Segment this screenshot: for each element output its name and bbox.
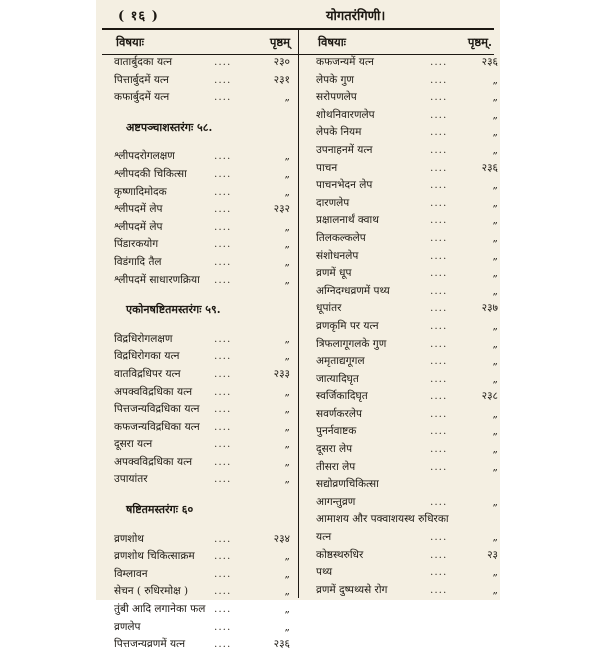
- index-entry: [304, 353, 500, 371]
- index-entry: [304, 547, 500, 565]
- entry-subject: अमृताद्यगूगल: [316, 355, 365, 368]
- entry-page-number: „: [492, 284, 498, 297]
- index-entry: [102, 419, 298, 437]
- entry-page-number: „: [284, 220, 290, 233]
- entry-page-number: „: [492, 495, 498, 508]
- index-entry: [304, 564, 500, 582]
- entry-page-number: „: [492, 566, 498, 579]
- leader-dots: ....: [214, 620, 232, 633]
- leader-dots: ....: [214, 367, 232, 380]
- leader-dots: ....: [214, 350, 232, 363]
- index-entry: [304, 300, 500, 318]
- entry-page-number: „: [284, 238, 290, 251]
- entry-page-number: „: [492, 407, 498, 420]
- entry-subject: शोथनिवारणलेप: [316, 108, 375, 121]
- leader-dots: ....: [430, 372, 448, 385]
- leader-dots: ....: [214, 638, 232, 651]
- entry-subject: पित्तार्बुदमें यत्न: [114, 73, 169, 86]
- entry-subject: जात्यादिघृत: [316, 372, 359, 385]
- section-title: एकोनषष्टितमस्तरंगः ५९.: [126, 303, 221, 317]
- leader-dots: ....: [430, 73, 448, 86]
- index-entry: [304, 177, 500, 195]
- entry-page-number: „: [492, 443, 498, 456]
- index-entry: [102, 54, 298, 72]
- leader-dots: ....: [214, 603, 232, 616]
- index-entry: [304, 494, 500, 512]
- leader-dots: ....: [430, 390, 448, 403]
- entry-page-number: „: [284, 585, 290, 598]
- index-entry: [304, 371, 500, 389]
- left-column: [102, 34, 298, 654]
- entry-page-number: „: [284, 150, 290, 163]
- leader-dots: ....: [214, 73, 232, 86]
- entry-subject: श्लीपदकी चिकित्सा: [114, 167, 187, 180]
- row-spacer: [102, 489, 298, 501]
- leader-dots: ....: [430, 231, 448, 244]
- index-entry: [304, 423, 500, 441]
- index-entry: [102, 548, 298, 566]
- entry-page-number: „: [492, 267, 498, 280]
- leader-dots: ....: [214, 550, 232, 563]
- entry-page-number: „: [492, 91, 498, 104]
- leader-dots: ....: [430, 214, 448, 227]
- entry-page-number: „: [284, 167, 290, 180]
- entry-page-number: २३३: [273, 367, 290, 380]
- leader-dots: ....: [430, 495, 448, 508]
- entry-page-number: „: [284, 438, 290, 451]
- entry-subject: लेपके गुण: [316, 73, 354, 86]
- entry-page-number: „: [284, 350, 290, 363]
- entry-subject: विद्रधिरोगका यत्न: [114, 350, 180, 363]
- index-entry: [102, 236, 298, 254]
- index-entry: [102, 531, 298, 549]
- index-entry: [102, 619, 298, 637]
- leader-dots: ....: [430, 284, 448, 297]
- entry-subject: दूसरा यत्न: [114, 438, 153, 451]
- entry-subject: पित्तजन्यविद्रधिका यत्न: [114, 403, 200, 416]
- leader-dots: ....: [430, 196, 448, 209]
- book-page: [96, 0, 500, 651]
- entry-page-number: „: [492, 355, 498, 368]
- leader-dots: ....: [430, 407, 448, 420]
- index-entry: [102, 384, 298, 402]
- leader-dots: ....: [214, 203, 232, 216]
- index-entry: [102, 566, 298, 584]
- entry-subject: व्रणमें दुष्पथ्यसे रोग: [316, 583, 388, 596]
- index-entry: [304, 265, 500, 283]
- leader-dots: ....: [214, 385, 232, 398]
- index-entry: [102, 471, 298, 489]
- leader-dots: ....: [430, 179, 448, 192]
- leader-dots: ....: [214, 273, 232, 286]
- entry-page-number: „: [492, 372, 498, 385]
- entry-subject: विडंगादि तैल: [114, 255, 162, 268]
- index-entry: [304, 160, 500, 178]
- entry-page-number: „: [284, 567, 290, 580]
- leader-dots: ....: [214, 91, 232, 104]
- index-entry: [304, 336, 500, 354]
- entry-page-number: २३०: [273, 56, 290, 68]
- entry-page-number: „: [492, 126, 498, 139]
- leader-dots: ....: [430, 319, 448, 332]
- section-title: षष्टितमस्तरंगः ६०: [126, 503, 194, 517]
- entry-subject: यत्न: [316, 531, 332, 544]
- index-entry: [304, 388, 500, 406]
- index-entry: [102, 583, 298, 601]
- leader-dots: ....: [214, 455, 232, 468]
- leader-dots: ....: [214, 567, 232, 580]
- entry-page-number: २३१: [273, 73, 290, 86]
- leader-dots: ....: [430, 548, 448, 561]
- section-heading: [102, 301, 298, 319]
- entry-subject: तुंबी आदि लगानेका फल: [114, 603, 206, 616]
- leader-dots: ....: [214, 585, 232, 598]
- entry-page-number: „: [284, 550, 290, 563]
- leader-dots: ....: [214, 255, 232, 268]
- entry-subject: आगन्तुव्रण: [316, 495, 356, 508]
- leader-dots: ....: [430, 56, 448, 68]
- index-entry: [304, 248, 500, 266]
- entry-page-number: „: [492, 460, 498, 473]
- leader-dots: ....: [430, 267, 448, 280]
- leader-dots: ....: [430, 126, 448, 139]
- entry-page-number: „: [492, 73, 498, 86]
- index-entry: [304, 529, 500, 547]
- entry-subject: पित्तजन्यव्रणमें यत्न: [114, 638, 186, 651]
- index-entry: [102, 219, 298, 237]
- entry-subject: श्लीपदरोगलक्षण: [114, 150, 175, 163]
- index-entry: [102, 72, 298, 90]
- entry-page-number: „: [284, 420, 290, 433]
- entry-subject: आमाशय और पक्वाशयस्थ रुधिरका: [316, 513, 449, 526]
- entry-subject: पाचन: [316, 161, 338, 174]
- entry-subject: उपायांतर: [114, 473, 148, 486]
- section-heading: [102, 119, 298, 137]
- entry-page-number: „: [492, 108, 498, 121]
- index-entry: [102, 272, 298, 290]
- index-entry: [304, 54, 500, 72]
- entry-page-number: „: [492, 143, 498, 156]
- row-spacer: [102, 289, 298, 301]
- entry-subject: श्लीपदमें साधारणक्रिया: [114, 273, 200, 286]
- entry-subject: तिलकल्कलेप: [316, 231, 366, 244]
- leader-dots: ....: [430, 531, 448, 544]
- index-entry: [102, 348, 298, 366]
- index-entry: [102, 148, 298, 166]
- entry-page-number: „: [284, 385, 290, 398]
- entry-page-number: २३७: [481, 302, 498, 315]
- entry-subject: अग्निदग्धव्रणमें पथ्य: [316, 284, 390, 297]
- entry-subject: धूपांतर: [316, 302, 342, 315]
- index-entry: [102, 331, 298, 349]
- index-entry: [304, 511, 500, 529]
- entry-page-number: २३८: [481, 390, 498, 403]
- entry-page-number: „: [492, 425, 498, 438]
- index-entry: [304, 195, 500, 213]
- page-header: [96, 2, 500, 28]
- entry-subject: सवर्णकरलेप: [316, 407, 362, 420]
- entry-page-number: „: [284, 273, 290, 286]
- entry-page-number: „: [284, 185, 290, 198]
- leader-dots: ....: [214, 420, 232, 433]
- right-entries: [304, 54, 500, 599]
- entry-subject: सरोपणलेप: [316, 91, 357, 104]
- entry-subject: कफजन्यविद्रधिका यत्न: [114, 420, 200, 433]
- leader-dots: ....: [430, 91, 448, 104]
- leader-dots: ....: [214, 332, 232, 345]
- entry-subject: व्रणशोथ चिकित्साक्रम: [114, 550, 195, 563]
- right-column: [304, 34, 500, 599]
- index-entry: [102, 601, 298, 619]
- index-entry: [102, 436, 298, 454]
- index-entry: [304, 89, 500, 107]
- index-entry: [304, 230, 500, 248]
- entry-page-number: „: [492, 179, 498, 192]
- entry-page-number: „: [492, 231, 498, 244]
- leader-dots: ....: [430, 443, 448, 456]
- entry-page-number: „: [492, 337, 498, 350]
- entry-subject: पथ्य: [316, 566, 333, 579]
- entry-page-number: २३६: [481, 161, 498, 174]
- entry-page-number: „: [492, 319, 498, 332]
- right-page-heading: पृष्ठम्.: [467, 35, 492, 49]
- entry-subject: सेचन ( रुधिरमोक्ष ): [114, 585, 189, 598]
- section-title: अष्टपञ्चाशस्तरंगः ५८.: [126, 120, 213, 134]
- row-spacer: [102, 519, 298, 531]
- index-entry: [304, 124, 500, 142]
- leader-dots: ....: [430, 302, 448, 315]
- entry-page-number: २३६: [481, 56, 498, 68]
- leader-dots: ....: [214, 150, 232, 163]
- entry-subject: प्रक्षालनार्थं क्वाथ: [316, 214, 379, 227]
- page-number: ( १६ ): [118, 9, 159, 24]
- entry-subject: वातविद्रधिपर यत्न: [114, 367, 181, 380]
- leader-dots: ....: [214, 532, 232, 545]
- index-entry: [304, 72, 500, 90]
- entry-subject: कफार्बुदमें यत्न: [114, 91, 170, 104]
- entry-subject: लेपके नियम: [316, 126, 362, 139]
- index-entry: [102, 636, 298, 654]
- leader-dots: ....: [214, 238, 232, 251]
- entry-page-number: „: [284, 255, 290, 268]
- leader-dots: ....: [214, 473, 232, 486]
- entry-subject: व्रणलेप: [114, 620, 141, 633]
- leader-dots: ....: [430, 249, 448, 262]
- entry-page-number: „: [492, 583, 498, 596]
- running-title: योगतरंगिणी।: [326, 9, 386, 24]
- index-entry: [304, 476, 500, 494]
- entry-page-number: „: [284, 91, 290, 104]
- left-column-header: [102, 34, 298, 54]
- entry-subject: पिंडारकयोग: [114, 238, 159, 251]
- leader-dots: ....: [430, 337, 448, 350]
- entry-page-number: „: [284, 403, 290, 416]
- leader-dots: ....: [430, 460, 448, 473]
- leader-dots: ....: [430, 161, 448, 174]
- entry-subject: स्वर्जिकादिघृत: [316, 390, 368, 403]
- index-entry: [304, 582, 500, 600]
- leader-dots: ....: [430, 566, 448, 579]
- row-spacer: [102, 319, 298, 331]
- index-entry: [304, 212, 500, 230]
- entry-subject: उपनाहनमें यत्न: [316, 143, 373, 156]
- entry-page-number: २३: [487, 548, 498, 561]
- left-page-heading: पृष्ठम्: [269, 35, 290, 49]
- index-entry: [102, 454, 298, 472]
- row-spacer: [102, 136, 298, 148]
- entry-subject: श्लीपदमें लेप: [114, 220, 163, 233]
- entry-subject: वातार्बुदका यत्न: [114, 56, 173, 68]
- index-entry: [102, 366, 298, 384]
- leader-dots: ....: [430, 583, 448, 596]
- leader-dots: ....: [430, 143, 448, 156]
- entry-page-number: „: [284, 620, 290, 633]
- index-entry: [304, 318, 500, 336]
- entry-subject: कोष्ठस्थरुधिर: [316, 548, 364, 561]
- index-entry: [304, 142, 500, 160]
- entry-page-number: „: [284, 473, 290, 486]
- entry-page-number: „: [492, 531, 498, 544]
- entry-page-number: „: [492, 214, 498, 227]
- leader-dots: ....: [430, 425, 448, 438]
- leader-dots: ....: [430, 355, 448, 368]
- entry-subject: श्लीपदमें लेप: [114, 203, 163, 216]
- leader-dots: ....: [214, 220, 232, 233]
- entry-page-number: २३४: [273, 532, 290, 545]
- index-entry: [304, 283, 500, 301]
- column-divider: [298, 30, 299, 598]
- entry-subject: विम्लावन: [114, 567, 148, 580]
- entry-page-number: „: [284, 455, 290, 468]
- index-entry: [102, 401, 298, 419]
- left-subject-heading: विषयाः: [116, 35, 144, 49]
- leader-dots: ....: [214, 167, 232, 180]
- entry-subject: दूसरा लेप: [316, 443, 353, 456]
- entry-page-number: „: [492, 249, 498, 262]
- entry-subject: पुनर्नवाष्टक: [316, 425, 357, 438]
- entry-subject: तीसरा लेप: [316, 460, 356, 473]
- row-spacer: [102, 107, 298, 119]
- entry-page-number: २३६: [273, 638, 290, 651]
- entry-subject: कफजन्यमें यत्न: [316, 56, 374, 68]
- right-subject-heading: विषयाः: [318, 35, 346, 49]
- entry-subject: अपक्वविद्रधिका यत्न: [114, 455, 193, 468]
- index-entry: [304, 441, 500, 459]
- index-entry: [304, 406, 500, 424]
- leader-dots: ....: [430, 108, 448, 121]
- entry-subject: त्रिफलागूगलके गुण: [316, 337, 387, 350]
- leader-dots: ....: [214, 438, 232, 451]
- section-heading: [102, 501, 298, 519]
- index-entry: [102, 89, 298, 107]
- entry-page-number: „: [284, 603, 290, 616]
- leader-dots: ....: [214, 185, 232, 198]
- entry-page-number: „: [492, 196, 498, 209]
- entry-subject: विद्रधिरोगलक्षण: [114, 332, 173, 345]
- index-entry: [102, 254, 298, 272]
- entry-subject: व्रणशोथ: [114, 532, 144, 545]
- entry-page-number: २३२: [273, 203, 290, 216]
- right-column-header: [304, 34, 500, 54]
- entry-subject: दारणलेप: [316, 196, 350, 209]
- index-entry: [304, 459, 500, 477]
- entry-page-number: „: [284, 332, 290, 345]
- entry-subject: संशोधनलेप: [316, 249, 359, 262]
- left-entries: [102, 54, 298, 654]
- entry-subject: पाचनभेदन लेप: [316, 179, 373, 192]
- entry-subject: सद्योव्रणचिकित्सा: [316, 478, 379, 491]
- index-entry: [102, 184, 298, 202]
- leader-dots: ....: [214, 56, 232, 68]
- index-entry: [304, 107, 500, 125]
- entry-subject: व्रणमें धूप: [316, 267, 352, 280]
- entry-subject: अपक्वविद्रधिका यत्न: [114, 385, 193, 398]
- leader-dots: ....: [214, 403, 232, 416]
- index-entry: [102, 201, 298, 219]
- index-entry: [102, 166, 298, 184]
- entry-subject: व्रणकृमि पर यत्न: [316, 319, 379, 332]
- entry-subject: कृष्णादिमोदक: [114, 185, 167, 198]
